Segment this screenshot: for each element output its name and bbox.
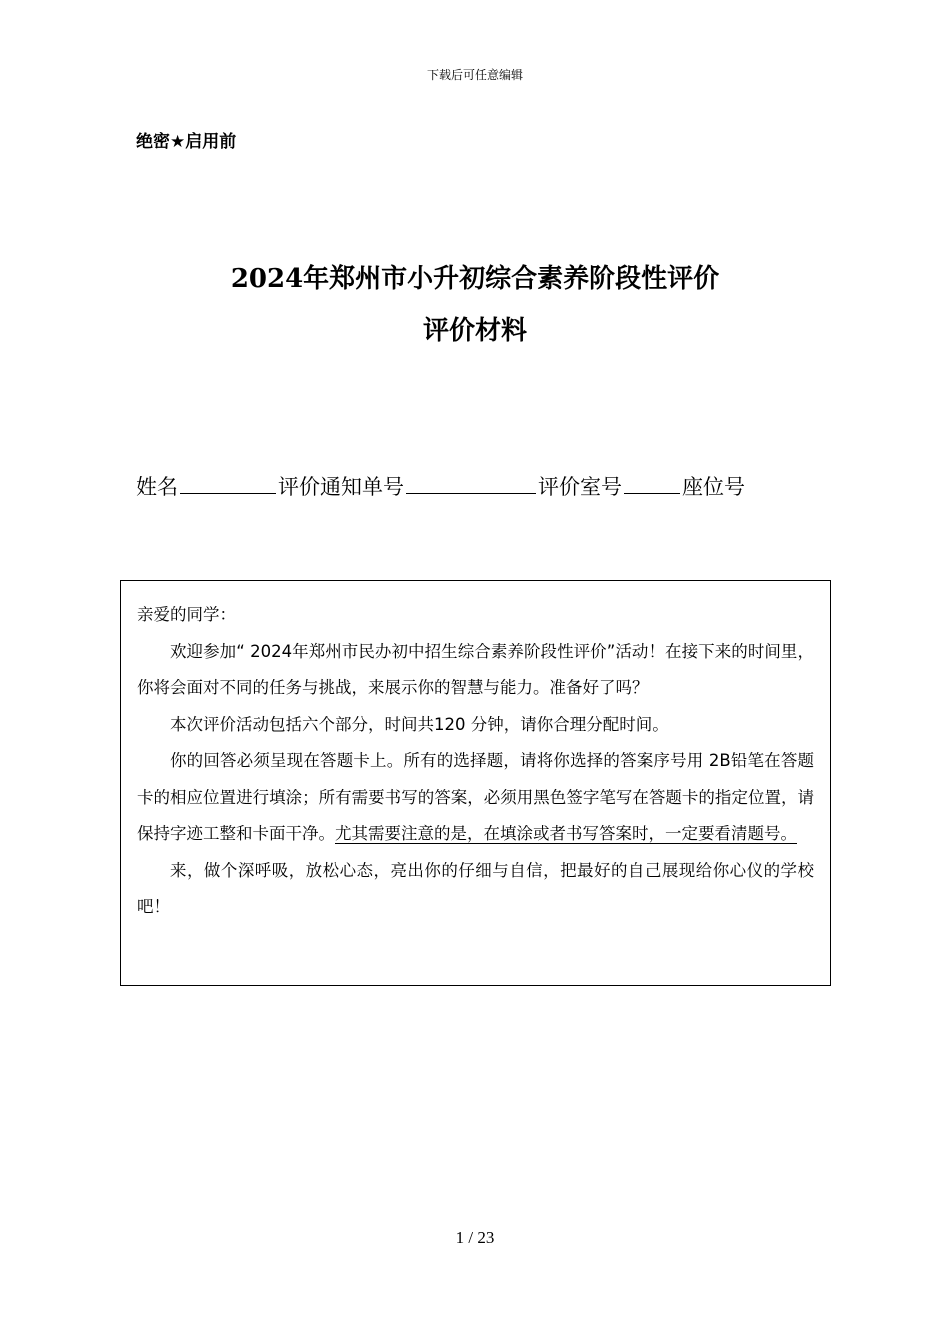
letter-paragraph-encouragement: 来，做个深呼吸，放松心态，亮出你的仔细与自信，把最好的自己展现给你心仪的学校吧！ [137,860,814,916]
name-blank[interactable] [180,473,276,494]
room-blank[interactable] [624,473,680,494]
notice-number-blank[interactable] [406,473,536,494]
seat-label: 座位号 [682,475,745,499]
answer-rules-text: 你的回答必须呈现在答题卡上。所有的选择题，请将你选择的答案序号用 2B铅笔在答题卡的相应位置进行填涂；所有需要书写的答案，必须用黑色签字笔写在答题卡的指定位置，请保持字迹工整和卡面干净。 [137,751,814,843]
letter-paragraph-welcome: 欢迎参加“ 2024年郑州市民办初中招生综合素养阶段性评价”活动！在接下来的时间里，你将会面对不同的任务与挑战，来展示你的智慧与能力。准备好了吗？ [137,641,814,697]
name-label: 姓名 [136,475,178,499]
instructions-letter-box [120,580,831,986]
document-subtitle: 评价材料 [422,316,527,346]
notice-number-label: 评价通知单号 [278,475,404,499]
page-number: 1 / 23 [455,1228,495,1247]
page-header-note: 下载后可任意编辑 [426,68,523,82]
letter-paragraph-time: 本次评价活动包括六个部分，时间共120 分钟，请你合理分配时间。 [170,714,669,734]
answer-rules-emphasis: 尤其需要注意的是，在填涂或者书写答案时，一定要看清题号。 [335,824,797,843]
document-title: 2024年郑州市小升初综合素养阶段性评价 [230,264,720,294]
confidential-mark: 绝密★启用前 [136,132,237,152]
room-label: 评价室号 [538,475,622,499]
student-info-line [136,471,745,501]
letter-greeting: 亲爱的同学： [137,605,236,624]
letter-paragraph-answer-rules [137,743,814,853]
